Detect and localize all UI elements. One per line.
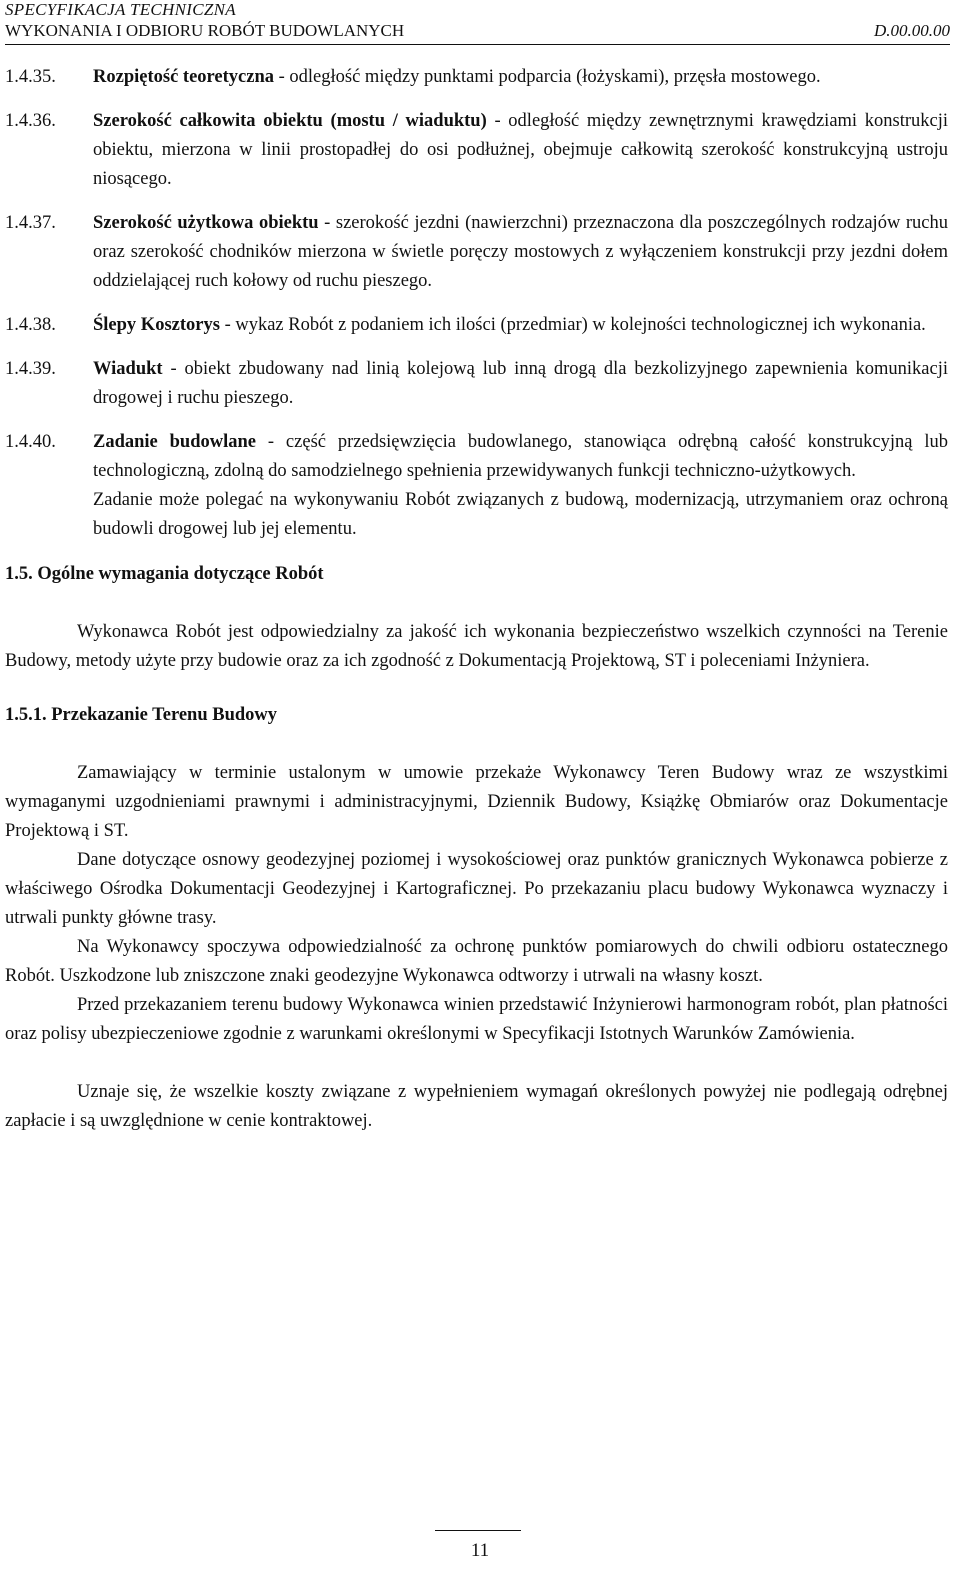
spacer	[5, 1049, 948, 1078]
header-doc-code: D.00.00.00	[873, 21, 950, 40]
definition-term: Szerokość całkowita obiektu (mostu / wiaduktu)	[93, 111, 487, 131]
spacer	[5, 730, 948, 759]
definition-1-4-35	[5, 63, 948, 92]
definition-extra: Zadanie może polegać na wykonywaniu Robót związanych z budową, modernizacją, utrzymaniem oraz ochroną budowli drogowej lub jej elementu.	[93, 490, 948, 539]
page-number: 11	[470, 1540, 490, 1561]
definition-term: Ślepy Kosztorys	[93, 315, 220, 335]
definition-term: Szerokość użytkowa obiektu	[93, 213, 319, 233]
definition-number: 1.4.40.	[5, 432, 56, 452]
header-subtitle: WYKONANIA I ODBIORU ROBÓT BUDOWLANYCH	[5, 21, 405, 40]
section-1-5-1-paragraph: Dane dotyczące osnowy geodezyjnej poziomej i wysokościowej oraz punktów granicznych Wykonawca pobierze z właściwego Ośrodka Dokumentacji Geodezyjnej i Kartograficznej. Po przekazaniu placu budowy Wykonawca wyznaczy i utrwali punkty główne trasy.	[5, 850, 948, 928]
definition-1-4-36	[5, 107, 948, 194]
definition-term: Zadanie budowlane	[93, 432, 257, 452]
definition-text: Ślepy Kosztorys - wykaz Robót z podaniem ich ilości (przedmiar) w kolejności technologicznej ich wykonania.	[93, 315, 926, 335]
header-rule	[5, 44, 950, 45]
section-1-5-1-paragraph: Przed przekazaniem terenu budowy Wykonawca winien przedstawić Inżynierowi harmonogram robót, plan płatności oraz polisy ubezpieczeniowe zgodnie z warunkami określonymi w Specyfikacji Istotnych Warunków Zamówienia.	[5, 995, 948, 1044]
header-spec-title: SPECYFIKACJA TECHNICZNA	[5, 0, 236, 19]
definition-number: 1.4.36.	[5, 111, 56, 131]
section-1-5-paragraph: Wykonawca Robót jest odpowiedzialny za jakość ich wykonania bezpieczeństwo wszelkich czynności na Terenie Budowy, metody użyte przy budowie oraz za ich zgodność z Dokumentacją Projektową, ST i poleceniami Inżyniera.	[5, 622, 948, 671]
definition-number: 1.4.37.	[5, 213, 56, 233]
definition-text: Wiadukt - obiekt zbudowany nad linią kolejową lub inną drogą dla bezkolizyjnego zapewnienia komunikacji drogowej i ruchu pieszego.	[93, 359, 948, 408]
definition-text: Rozpiętość teoretyczna - odległość między punktami podparcia (łożyskami), przęsła mostowego.	[93, 67, 821, 87]
section-1-5-1-paragraph: Zamawiający w terminie ustalonym w umowie przekaże Wykonawcy Teren Budowy wraz ze wszystkimi wymaganymi uzgodnieniami prawnymi i administracyjnymi, Dziennik Budowy, Książkę Obmiarów oraz Dokumentacje Projektową i ST.	[5, 763, 948, 841]
definition-term: Rozpiętość teoretyczna	[93, 67, 274, 87]
definition-text: Zadanie budowlane - część przedsięwzięcia budowlanego, stanowiąca odrębną całość konstrukcyjną lub technologiczną, zdolną do samodzielnego spełnienia przewidywanych funkcji techniczno-użytkowych. Zadanie może polegać na wykonywaniu Robót związanych z budową, modernizacją, utrzymaniem oraz ochroną budowli drogowej lub jej elementu.	[93, 428, 948, 544]
definition-1-4-40	[5, 428, 948, 544]
footer-rule	[435, 1530, 521, 1531]
section-1-5-1-closing: Uznaje się, że wszelkie koszty związane z wypełnieniem wymagań określonych powyżej nie podlegają odrębnej zapłacie i są uwzględnione w cenie kontraktowej.	[5, 1082, 948, 1131]
definition-1-4-37	[5, 209, 948, 296]
section-heading-1-5: 1.5. Ogólne wymagania dotyczące Robót	[5, 564, 324, 584]
definition-number: 1.4.39.	[5, 359, 56, 379]
definition-1-4-38	[5, 311, 948, 340]
definition-number: 1.4.35.	[5, 67, 56, 87]
document-body	[5, 63, 948, 1136]
section-heading-1-5-1: 1.5.1. Przekazanie Terenu Budowy	[5, 705, 278, 725]
definition-number: 1.4.38.	[5, 315, 56, 335]
section-1-5-1-paragraph: Na Wykonawcy spoczywa odpowiedzialność za ochronę punktów pomiarowych do chwili odbioru ostatecznego Robót. Uszkodzone lub zniszczone znaki geodezyjne Wykonawca odtworzy i utrwali na własny koszt.	[5, 937, 948, 986]
definition-text: Szerokość użytkowa obiektu - szerokość jezdni (nawierzchni) przeznaczona dla poszczególnych rodzajów ruchu oraz szerokość chodników mierzona w świetle poręczy mostowych z wyłączeniem konstrukcji przy jezdni dołem oddzielającej ruch kołowy od ruchu pieszego.	[93, 213, 948, 291]
definition-1-4-39	[5, 355, 948, 413]
definition-text: Szerokość całkowita obiektu (mostu / wiaduktu) - odległość między zewnętrznymi krawędziami konstrukcji obiektu, mierzona w linii prostopadłej do osi podłużnej, obejmuje całkowitą szerokość konstrukcyjną ustroju niosącego.	[93, 111, 948, 189]
header-row	[5, 20, 950, 41]
definition-term: Wiadukt	[93, 359, 163, 379]
spacer	[5, 589, 948, 618]
page-header	[5, 0, 950, 45]
